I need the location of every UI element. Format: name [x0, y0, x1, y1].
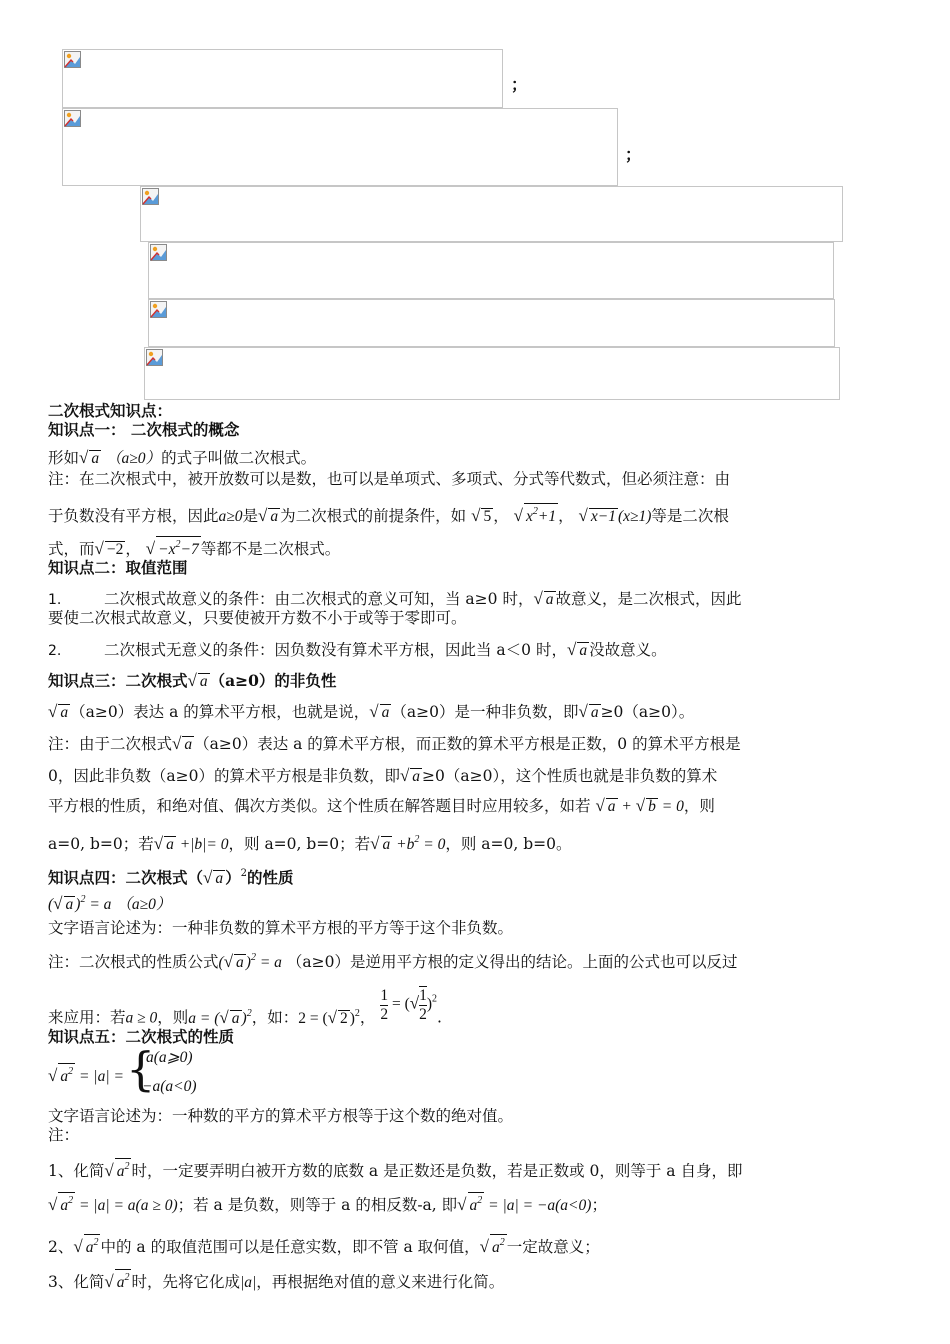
- kp3-l5-b: ，则 a=0, b=0；若: [228, 835, 371, 853]
- broken-image-6: [144, 347, 840, 400]
- kp2-item1-a: 二次根式故意义的条件：由二次根式的意义可知，当 a≥0 时，: [104, 590, 534, 608]
- brace: {: [126, 1042, 156, 1096]
- kp5-n1-cont: [48, 1192, 607, 1216]
- kp3-heading: [48, 671, 336, 692]
- kp5-n1: [48, 1158, 742, 1182]
- kp4-l3-b: ，则: [157, 1008, 189, 1027]
- sqrt-neg-2: √ −2: [94, 539, 124, 558]
- sqrt-a2: √ $a^2$: [480, 1239, 507, 1256]
- broken-image-icon: [150, 244, 167, 261]
- sqrt-a: √ a: [533, 589, 554, 608]
- kp3-line4: [48, 796, 715, 817]
- kp5-n3: [48, 1269, 504, 1293]
- kp1-heading: 知识点一： 二次根式的概念: [48, 420, 240, 439]
- kp1-def-post: 的式子叫做二次根式。: [161, 449, 317, 467]
- kp3-l2-a: 注：由于二次根式: [48, 735, 173, 753]
- kp4-formula: [48, 890, 171, 915]
- kp2-item2: [48, 640, 667, 661]
- broken-image-icon: [150, 301, 167, 318]
- kp3-line3: [48, 766, 717, 787]
- sqrt-5: √ 5: [471, 506, 492, 525]
- kp5-n2-a: 2、: [48, 1238, 74, 1256]
- kp3-l4-a: 平方根的性质，和绝对值、偶次方类似。这个性质在解答题目时应用较多，如若: [48, 797, 591, 815]
- sqrt-a2-eq-neg-a: √ $a^2 = |a| = -a(a<0)$: [457, 1197, 591, 1214]
- kp5-n3-b: 时，先将它化成: [131, 1273, 240, 1291]
- kp4-l3-d: ，: [359, 1008, 376, 1027]
- two-eq-sqrt2-squared: 2 = (√ 2 )$^2$: [298, 1007, 360, 1027]
- kp3-l3-b: ≥0（a≥0），这个性质也就是非负数的算术: [422, 767, 718, 785]
- kp4-l2-b: （a≥0）是逆用平方根的定义得出的结论。上面的公式也可以反过: [286, 953, 738, 971]
- kp3-l5-c: ，则 a=0, b=0。: [445, 835, 572, 853]
- abs-a: |a|: [239, 1274, 257, 1291]
- kp1-def-pre: 形如: [48, 449, 80, 467]
- broken-image-icon: [64, 51, 81, 68]
- kp3-heading-b: （a≥0）的非负性: [209, 671, 337, 690]
- broken-image-3: [140, 186, 843, 242]
- kp3-line2: [48, 734, 741, 755]
- kp4-heading: 知识点四：二次根式（√ a ）$^2$的性质: [48, 868, 294, 887]
- sqrt-a2: √ $a^2$: [104, 1274, 131, 1291]
- sqrt-a: √ a: [578, 702, 599, 721]
- broken-image-4: [148, 242, 834, 299]
- kp3-line5: [48, 830, 571, 855]
- kp2-item1-cont: 要使二次根式故意义，只要使被开方数不小于或等于零即可。: [48, 609, 467, 627]
- sqrt-a: √ a: [258, 506, 279, 525]
- kp2-item2-b: 没故意义。: [589, 641, 667, 659]
- kp3-heading-a: 知识点三：二次根式: [48, 671, 188, 690]
- sqrt-neg-x2-minus-7: √ $-x^2-7$: [146, 541, 201, 558]
- kp4-heading-a: 知识点四：二次根式（: [48, 868, 204, 887]
- sqrt-x-minus-1: √ x−1 (x≥1): [578, 506, 652, 525]
- kp3-l5-a: a=0, b=0；若: [48, 835, 154, 853]
- kp4-l2-a: 注：二次根式的性质公式: [48, 953, 219, 971]
- broken-image-icon: [146, 349, 163, 366]
- kp3-l1-a: （a≥0）表达 a 的算术平方根，也就是说，: [70, 703, 370, 721]
- sqrt-a2-eq-abs-a: √ $a^2 = |a|$ =: [48, 1063, 124, 1086]
- kp5-note: 注：: [48, 1126, 80, 1144]
- sqrt-a-plus-b2-eq-0: √ $a +b^2 = 0$: [370, 834, 446, 853]
- sqrt-a: √ a: [399, 766, 421, 785]
- kp3-line1: [48, 702, 694, 723]
- kp5-n3-a: 3、化简: [48, 1273, 105, 1291]
- kp4-l3-e: .: [437, 1008, 442, 1027]
- semicolon-2: ；: [625, 145, 642, 164]
- kp4-heading-b: ）: [225, 868, 241, 887]
- kp1-note2-e: 等是二次根: [651, 507, 729, 525]
- kp5-heading: 知识点五：二次根式的性质: [48, 1027, 235, 1046]
- a-eq-sqrt-a-squared: a = (√ a )$^2$: [188, 1007, 252, 1027]
- sqrt-a2: √ $a^2$: [104, 1163, 131, 1180]
- sqrt-a: √ a: [566, 640, 588, 659]
- sqrt-a: √ a: [48, 702, 69, 721]
- doc-title: 二次根式知识点：: [48, 401, 173, 420]
- broken-image-icon: [64, 110, 81, 127]
- kp5-n1-c: ；若 a 是负数，则等于 a 的相反数-a, 即: [177, 1196, 458, 1214]
- kp1-cond: a≥0: [218, 508, 243, 525]
- kp2-item1-num: 1.: [48, 592, 62, 608]
- kp3-l4-b: ，则: [683, 797, 715, 815]
- kp5-n3-c: ，再根据绝对值的意义来进行化简。: [256, 1273, 505, 1291]
- kp2-heading: 知识点二：取值范围: [48, 558, 188, 577]
- broken-image-1: [62, 49, 503, 108]
- kp5-n1-d: ；: [591, 1196, 607, 1214]
- kp1-note2-c: 是: [242, 507, 259, 525]
- kp5-n1-b: 时，一定要弄明白被开方数的底数 a 是正数还是负数，若是正数或 0，则等于 a 自身，即: [131, 1162, 743, 1180]
- kp4-line1: 文字语言论述为：一种非负数的算术平方根的平方等于这个非负数。: [48, 919, 514, 937]
- sqrt-a-squared-eq-a: (√ a )$^2$ = a: [48, 894, 112, 913]
- kp5-piecewise-formula: [48, 1042, 248, 1100]
- kp4-l3-a: 来应用：若: [48, 1008, 126, 1027]
- half-eq-sqrt-half-squared: $\frac{1}{2}$ = (√ $\frac{1}{2}$ )$^2$: [380, 986, 437, 1023]
- broken-image-2: [62, 108, 618, 186]
- case-positive: a(a⩾0): [146, 1049, 193, 1066]
- sqrt-a-plus-sqrt-b-eq-0: √ a + √ b = 0: [595, 796, 684, 815]
- broken-image-icon: [142, 188, 159, 205]
- kp1-note3: 式，而√ −2 ， √ $-x^2-7$ 等都不是二次根式。: [48, 536, 340, 560]
- kp3-l3-a: 0，因此非负数（a≥0）的算术平方根是非负数，即: [48, 767, 400, 785]
- kp1-note2: 于负数没有平方根，因此a≥0是√ a 为二次根式的前提条件，如 √ 5 ， √ $x^2+1$ ， √ x−1 (x≥1)等是二次根: [48, 503, 729, 527]
- sqrt-a2: √ $a^2$: [73, 1239, 100, 1256]
- kp2-item2-a: 二次根式无意义的条件：因负数没有算术平方根，因此当 a＜0 时，: [104, 641, 567, 659]
- case-negative: −a(a<0): [142, 1078, 197, 1095]
- kp2-item1-b: 故意义，是二次根式，因此: [555, 590, 742, 608]
- kp5-n2: [48, 1234, 600, 1258]
- semicolon-1: ；: [511, 75, 528, 94]
- a-geq-0: a ≥ 0: [125, 1009, 158, 1027]
- kp1-note2-a: 于负数没有平方根，因此: [48, 507, 219, 525]
- sqrt-a2-eq-a: √ $a^2 = |a| = a(a \ge 0)$: [48, 1197, 178, 1214]
- kp1-def-cond: （a≥0）: [106, 450, 162, 467]
- kp4-heading-c: 的性质: [247, 868, 294, 887]
- kp1-note1: 注：在二次根式中，被开放数可以是数，也可以是单项式、多项式、分式等代数式，但必须注意：由: [48, 470, 731, 488]
- sqrt-a: √ a: [369, 702, 390, 721]
- broken-image-5: [148, 299, 835, 347]
- kp1-note2-d: 为二次根式的前提条件，如: [280, 507, 467, 525]
- kp4-formula-cond: （a≥0）: [116, 896, 172, 913]
- sqrt-a: √ a: [203, 868, 224, 887]
- sqrt-a-squared-eq-a: (√ a )$^2$ = a: [218, 952, 282, 971]
- sqrt-a: √ a: [79, 448, 100, 467]
- kp5-n2-b: 中的 a 的取值范围可以是任意实数，即不管 a 取何值，: [100, 1238, 480, 1256]
- sqrt-a: √ a: [172, 734, 193, 753]
- kp5-n1-a: 1、化简: [48, 1162, 105, 1180]
- kp3-l2-b: （a≥0）表达 a 的算术平方根，而正数的算术平方根是正数，0 的算术平方根是: [194, 735, 741, 753]
- kp2-item1: [48, 589, 742, 610]
- kp4-l3-c: ，如：: [251, 1008, 299, 1027]
- kp1-definition: [48, 448, 316, 469]
- kp4-line2: [48, 948, 737, 973]
- kp5-n2-c: 一定故意义；: [506, 1238, 600, 1256]
- kp1-note3-b: 等都不是二次根式。: [200, 540, 341, 558]
- sqrt-a: √ a: [187, 671, 208, 690]
- kp2-item2-num: 2.: [48, 643, 62, 659]
- kp3-l1-b: （a≥0）是一种非负数，即: [391, 703, 579, 721]
- kp3-l1-c: ≥0（a≥0）。: [600, 703, 695, 721]
- kp1-note3-a: 式，而: [48, 540, 95, 558]
- kp5-line1: 文字语言论述为：一种数的平方的算术平方根等于这个数的绝对值。: [48, 1107, 514, 1125]
- sqrt-a-plus-abs-b-eq-0: √ a +|b|= 0: [153, 834, 229, 853]
- sqrt-x2-plus-1: √ $x^2+1$: [514, 508, 558, 525]
